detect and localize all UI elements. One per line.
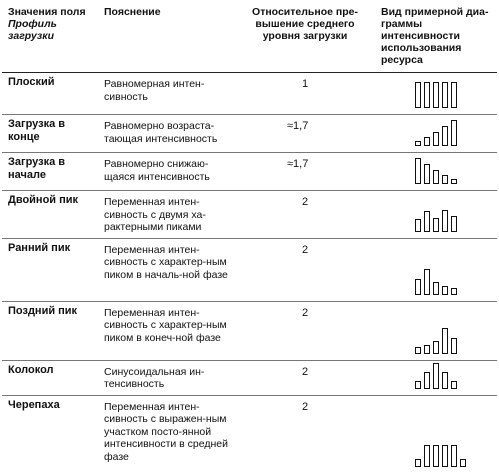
diagram-bar: [415, 381, 421, 389]
header-field-values: [2, 2, 98, 73]
row-name: Колокол: [2, 360, 98, 395]
row-description: Равномерно снижаю-щаяся интенсивность: [98, 153, 235, 191]
diagram: [415, 445, 466, 467]
row-name: Черепаха: [8, 398, 60, 411]
diagram-bar: [433, 445, 439, 467]
table-row: [2, 191, 497, 239]
table-row: [2, 360, 497, 395]
row-diagram: [375, 73, 497, 115]
row-diagram: [375, 115, 497, 153]
row-description: Переменная интен-сивность с двумя ха-рактерными пиками: [98, 191, 235, 239]
row-value: 2: [235, 301, 375, 360]
diagram: [415, 82, 457, 108]
table-row: [2, 153, 497, 191]
row-name: Плоский: [2, 73, 98, 115]
diagram-bar: [442, 328, 448, 354]
row-diagram: [375, 301, 497, 360]
diagram-bar: [424, 164, 430, 184]
diagram-bar: [433, 82, 439, 108]
diagram-bar: [451, 179, 457, 184]
diagram-bar: [451, 82, 457, 108]
diagram-bar: [415, 219, 421, 232]
diagram-bar: [451, 216, 457, 232]
row-description: Равномерно возраста-тающая интенсивность: [98, 115, 235, 153]
header-explanation: Пояснение: [98, 2, 235, 73]
table-row: [2, 73, 497, 115]
row-name: Загрузка в конце: [2, 115, 98, 153]
row-diagram: [375, 238, 497, 301]
diagram-bar: [415, 158, 421, 184]
diagram: [415, 158, 457, 184]
diagram-bar: [451, 445, 457, 467]
row-description: Переменная интен-сивность с характер-ным пиком в началь-ной фазе: [98, 238, 235, 301]
row-description: Синусоидальная ин-тенсивность: [98, 360, 235, 395]
row-diagram: [375, 191, 497, 239]
row-diagram: [375, 153, 497, 191]
diagram-bar: [451, 288, 457, 295]
diagram-bar: [433, 363, 439, 389]
diagram: [415, 269, 457, 295]
table-row: [2, 238, 497, 301]
diagram: [415, 363, 457, 389]
diagram-bar: [424, 211, 430, 232]
row-name: Поздний пик: [2, 301, 98, 360]
diagram-bar: [424, 269, 430, 295]
row-value: 2: [235, 238, 375, 301]
diagram-bar: [424, 345, 430, 354]
row-description: Переменная интен-сивность с выражен-ным участком посто-янной интенсивности в средней фазе: [104, 400, 228, 463]
row-value: 2: [301, 400, 309, 413]
diagram-bar: [451, 381, 457, 389]
row-description: Переменная интен-сивность с характер-ным пиком в конеч-ной фазе: [98, 301, 235, 360]
diagram-bar: [442, 175, 448, 184]
row-name: Загрузка в начале: [2, 153, 98, 191]
row-name: Ранний пик: [2, 238, 98, 301]
diagram-bar: [424, 445, 430, 467]
row-value: 2: [235, 191, 375, 239]
diagram-bar: [442, 286, 448, 295]
diagram-bar: [433, 132, 439, 146]
diagram-bar: [442, 126, 448, 146]
header-field-values-sub: Профиль загрузки: [8, 18, 57, 42]
diagram: [415, 210, 457, 232]
table-header-row: [2, 2, 497, 73]
diagram-bar: [433, 282, 439, 295]
load-profile-table: [2, 2, 497, 473]
diagram-bar: [433, 170, 439, 184]
diagram-bar: [442, 372, 448, 389]
diagram-bar: [451, 338, 457, 354]
row-value: ≈1,7: [235, 153, 375, 191]
diagram-bar: [442, 210, 448, 232]
row-diagram: [375, 360, 497, 395]
table-row: [2, 115, 497, 153]
row-value: ≈1,7: [235, 115, 375, 153]
diagram-bar: [424, 137, 430, 146]
row-name: Двойной пик: [2, 191, 98, 239]
row-value: 1: [235, 73, 375, 115]
diagram-bar: [424, 82, 430, 108]
row-value: 2: [235, 360, 375, 395]
row-diagram: [375, 395, 497, 473]
header-relative-excess: Относительное пре-вышение среднего уровня загрузки: [235, 2, 375, 73]
diagram-bar: [424, 372, 430, 389]
diagram-bar: [433, 341, 439, 354]
diagram: [415, 120, 457, 146]
diagram-bar: [442, 82, 448, 108]
row-description: Равномерная интен-сивность: [98, 73, 235, 115]
diagram-bar: [460, 459, 466, 467]
diagram-bar: [415, 141, 421, 146]
diagram-bar: [415, 279, 421, 295]
diagram-bar: [451, 120, 457, 146]
table-row: [2, 395, 497, 473]
diagram-bar: [415, 82, 421, 108]
diagram-bar: [415, 347, 421, 354]
diagram-bar: [415, 459, 421, 467]
header-diagram: Вид примерной диа-граммы интенсивности использования ресурса: [375, 2, 497, 73]
diagram-bar: [442, 445, 448, 467]
diagram: [415, 328, 457, 354]
header-field-values-label: Значения поля: [8, 6, 86, 18]
table-row: [2, 301, 497, 360]
diagram-bar: [433, 218, 439, 232]
